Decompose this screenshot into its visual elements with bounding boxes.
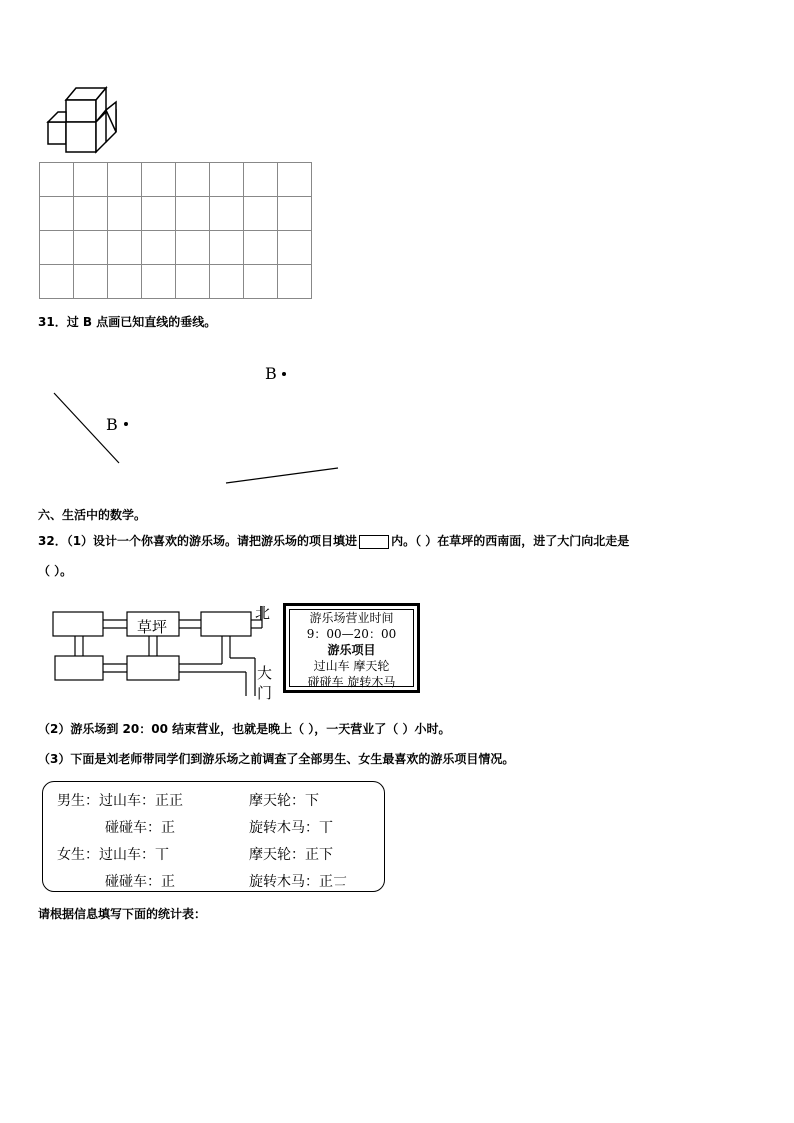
grid-cell (244, 197, 278, 231)
grid-row (40, 265, 312, 299)
grid-row (40, 197, 312, 231)
grid-row (40, 231, 312, 265)
point-b-label-upper: B (265, 364, 277, 383)
instruction-text: 请根据信息填写下面的统计表： (38, 907, 207, 921)
grid-cell (244, 163, 278, 197)
square-grid (39, 162, 312, 299)
grid-cell (108, 163, 142, 197)
grid-cell (244, 265, 278, 299)
point-b-label-lower: B (106, 415, 118, 434)
girls-carousel-tally: 旋转木马：正𠄟 (249, 874, 347, 890)
grid-cell (278, 197, 312, 231)
question-32-part3: （3）下面是刘老师带同学们到游乐场之前调查了全部男生、女生最喜欢的游乐项目情况。 (38, 752, 515, 766)
section-6-title: 六、生活中的数学。 (38, 508, 147, 522)
grid-cell (176, 163, 210, 197)
projects-row-2: 碰碰车 旋转木马 (307, 675, 396, 689)
gate-label-2: 门 (257, 684, 273, 702)
grid-cell (108, 197, 142, 231)
map-box-top-right (201, 612, 251, 636)
map-box-bottom-left (55, 656, 103, 680)
boys-ferris-wheel-tally: 摩天轮：下 (249, 793, 319, 809)
grid-cell (40, 197, 74, 231)
lawn-label: 草坪 (137, 618, 168, 636)
grid-cell (210, 265, 244, 299)
girls-label: 女生： (57, 847, 99, 863)
question-32-text-a: 32．（1）设计一个你喜欢的游乐场。请把游乐场的项目填进 (38, 534, 358, 548)
park-map (50, 600, 280, 700)
grid-cell (278, 163, 312, 197)
grid-cell (210, 231, 244, 265)
grid-cell (176, 231, 210, 265)
boys-carousel-tally: 旋转木马：丅 (249, 820, 333, 836)
question-32-text-b: 内。（ ）在草坪的西南面，进了大门向北走是 (391, 534, 630, 548)
grid-cell (210, 163, 244, 197)
grid-cell (40, 163, 74, 197)
map-box-bottom-mid (127, 656, 179, 680)
boys-label: 男生： (57, 793, 99, 809)
question-32-line2: （ ）。 (38, 564, 73, 578)
horizontal-line (226, 468, 338, 483)
girls-bumper-car-tally: 碰碰车：正 (105, 874, 175, 890)
question-31-text: 31．过 B 点画已知直线的垂线。 (38, 315, 217, 329)
girls-ferris-wheel-tally: 摩天轮：正下 (249, 847, 333, 863)
grid-cell (176, 197, 210, 231)
tally-survey-box (42, 781, 385, 892)
question-32-part2: （2）游乐场到 20：00 结束营业，也就是晚上（ ），一天营业了（ ）小时。 (38, 722, 451, 736)
opening-hours-inner (289, 609, 414, 687)
girls-roller-coaster-tally: 过山车：丅 (99, 847, 169, 863)
projects-title: 游乐项目 (327, 643, 376, 657)
grid-cell (142, 265, 176, 299)
grid-cell (74, 231, 108, 265)
hours-time: 9：00—20：00 (306, 627, 397, 641)
gate-label-1: 大 (257, 664, 273, 682)
grid-cell (74, 197, 108, 231)
grid-cell (40, 231, 74, 265)
grid-cell (108, 231, 142, 265)
boys-bumper-car-tally: 碰碰车：正 (105, 820, 175, 836)
grid-cell (142, 163, 176, 197)
grid-cell (142, 197, 176, 231)
north-label: 北 (255, 604, 271, 622)
grid-cell (210, 197, 244, 231)
blank-box-sample (359, 535, 389, 549)
grid-cell (176, 265, 210, 299)
point-b-dot-upper (282, 372, 286, 376)
boys-roller-coaster-tally: 过山车：正正 (99, 793, 183, 809)
cube-stack-drawing (44, 80, 120, 156)
question-32-line1 (38, 532, 629, 549)
grid-cell (74, 163, 108, 197)
grid-cell (40, 265, 74, 299)
hours-title: 游乐场营业时间 (309, 611, 394, 625)
grid-row (40, 163, 312, 197)
grid-cell (244, 231, 278, 265)
grid-cell (142, 231, 176, 265)
projects-row-1: 过山车 摩天轮 (313, 659, 390, 673)
grid-cell (278, 265, 312, 299)
map-box-top-left (53, 612, 103, 636)
diagonal-line (54, 393, 119, 463)
grid-cell (278, 231, 312, 265)
opening-hours-panel (283, 603, 420, 693)
grid-cell (74, 265, 108, 299)
grid-cell (108, 265, 142, 299)
given-lines (0, 380, 400, 500)
